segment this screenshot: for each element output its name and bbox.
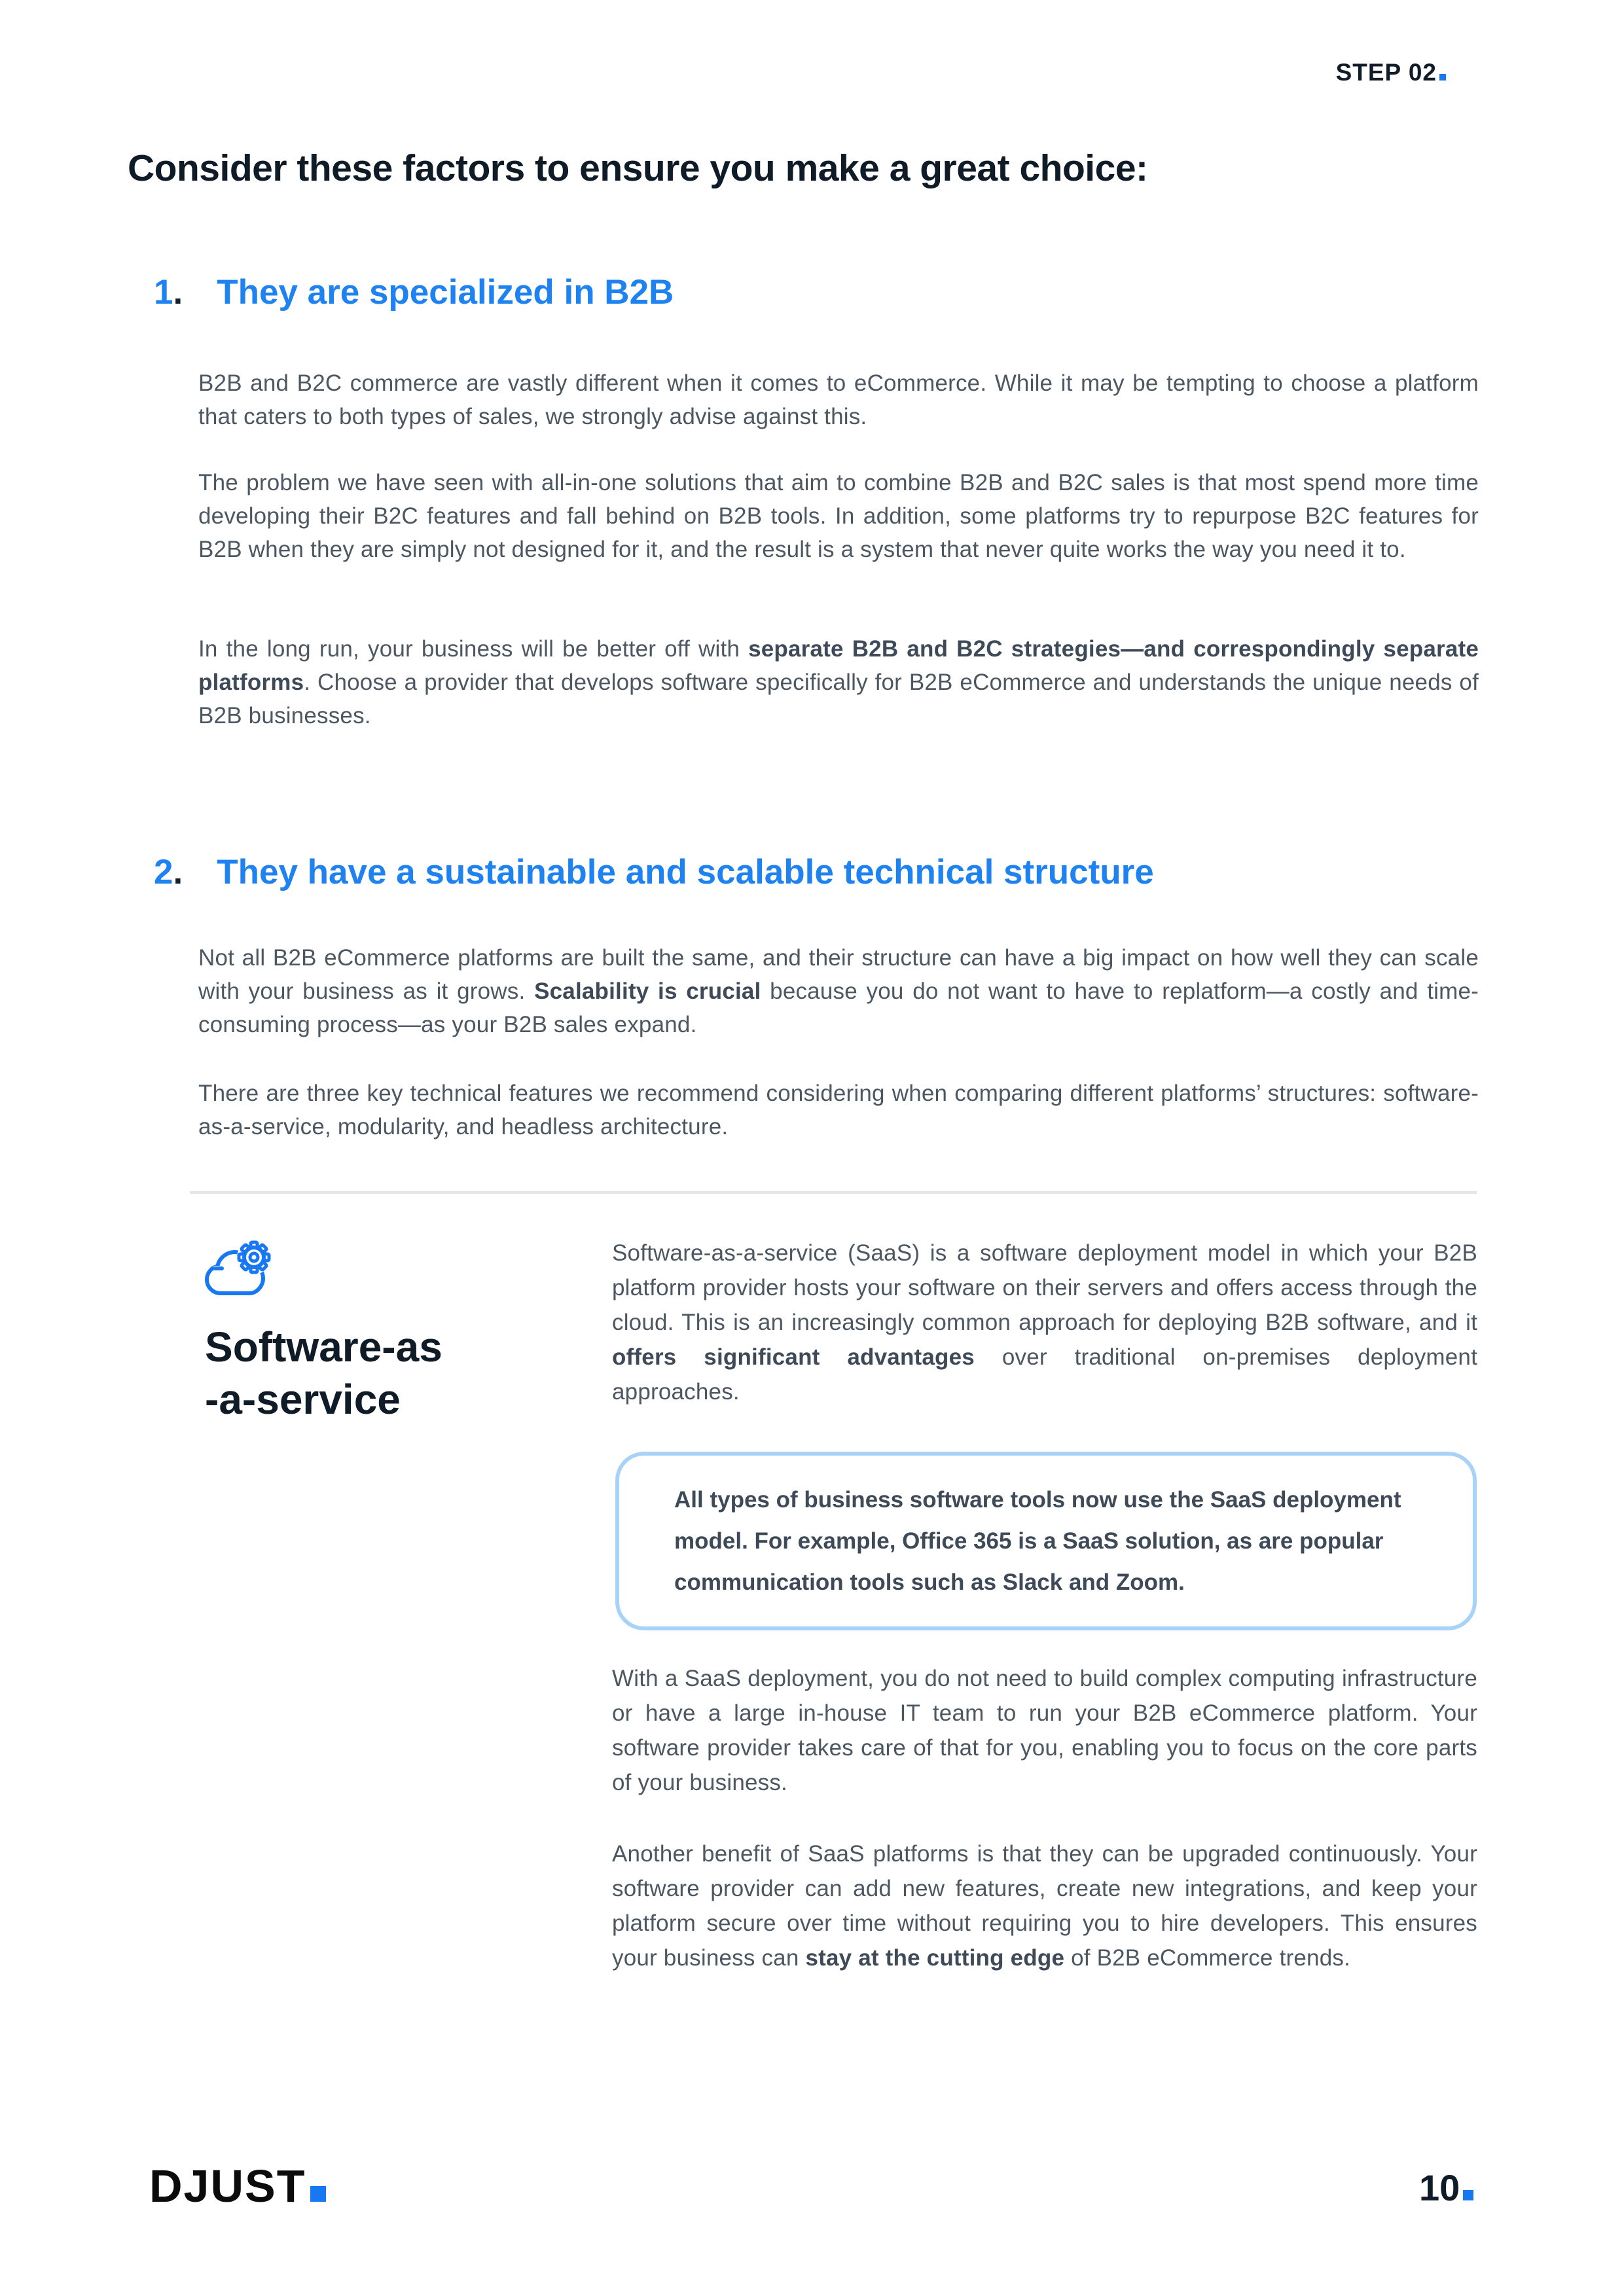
saas-paragraph-3 xyxy=(612,1837,1477,1975)
section2-number-dot: . xyxy=(173,853,183,891)
step-text: STEP 02 xyxy=(1335,59,1437,86)
section-divider xyxy=(190,1191,1477,1194)
djust-logo xyxy=(149,2160,326,2212)
section1-paragraph-3-text: In the long run, your business will be better off with xyxy=(198,636,749,662)
step-dot xyxy=(1439,74,1446,81)
djust-logo-text: DJUST xyxy=(149,2161,306,2212)
saas-paragraph-1-text-end: over traditional on-premises deployment approaches. xyxy=(612,1344,1478,1405)
page-title: Consider these factors to ensure you make a great choice: xyxy=(128,147,1148,189)
section2-heading-text: They have a sustainable and scalable technical structure xyxy=(217,853,1154,891)
saas-title-line2: -a-service xyxy=(205,1376,401,1423)
section1-paragraph-2: The problem we have seen with all-in-one solutions that aim to combine B2B and B2C sales is that most spend more time developing their B2C features and fall behind on B2B tools. In addition, some platforms try to repurpose B2C features for B2B when they are simply not designed for it, and the result is a system that never quite works the way you need it to. xyxy=(198,470,1479,562)
djust-logo-dot xyxy=(310,2186,326,2202)
section2-heading xyxy=(154,852,1154,892)
cloud-gear-icon xyxy=(202,1240,275,1306)
section1-paragraph-3-bold: separate B2B and B2C strategies—and correspondingly separate platforms xyxy=(198,636,1479,695)
section1-heading xyxy=(154,272,674,312)
page-number xyxy=(1419,2166,1473,2209)
saas-block-title xyxy=(205,1321,442,1426)
section2-number: 2 xyxy=(154,853,173,891)
section1-heading-text: They are specialized in B2B xyxy=(217,273,674,312)
section1-number-dot: . xyxy=(173,273,183,312)
saas-paragraph-1 xyxy=(612,1236,1477,1409)
saas-paragraph-3-text: Another benefit of SaaS platforms is that they can be upgraded continuously. Your software provider can add new features, create new integrations, and keep your platform secure over time without requiring you to hire developers. This ensures your business can xyxy=(612,1841,1477,1971)
section1-paragraph-3 xyxy=(198,632,1479,732)
section2-paragraph-1-bold: Scalability is crucial xyxy=(534,978,761,1004)
section2-paragraph-1-text: Not all B2B eCommerce platforms are built the same, and their structure can have a big impact on how well they can scale with your business as it grows. xyxy=(198,945,1479,1004)
page-number-dot xyxy=(1463,2190,1473,2200)
saas-paragraph-3-text-end: of B2B eCommerce trends. xyxy=(1064,1945,1350,1971)
saas-paragraph-1-bold: offers significant advantages xyxy=(612,1344,975,1370)
saas-paragraph-3-bold: stay at the cutting edge xyxy=(805,1945,1065,1971)
page-number-text: 10 xyxy=(1419,2167,1460,2208)
saas-paragraph-2: With a SaaS deployment, you do not need to build complex computing infrastructure or have a large in-house IT team to run your B2B eCommerce platform. Your software provider takes care of that for you, enabling you to focus on the core parts of your business. xyxy=(612,1666,1477,1795)
section1-number: 1 xyxy=(154,273,173,312)
saas-callout-box xyxy=(615,1452,1477,1630)
saas-paragraph-1-text: Software-as-a-service (SaaS) is a software deployment model in which your B2B platform provider hosts your software on their servers and offers access through the cloud. This is an increasingly common approach for deploying B2B software, and it xyxy=(612,1240,1477,1335)
section1-paragraph-1: B2B and B2C commerce are vastly different when it comes to eCommerce. While it may be tempting to choose a platform that caters to both types of sales, we strongly advise against this. xyxy=(198,370,1479,429)
saas-callout-text: All types of business software tools now use the SaaS deployment model. For example, Office 365 is a SaaS solution, as are popular communication tools such as Slack and Zoom. xyxy=(674,1487,1401,1595)
saas-title-line1: Software-as xyxy=(205,1323,442,1371)
section1-paragraph-3-text-end: . Choose a provider that develops software specifically for B2B eCommerce and understands the unique needs of B2B businesses. xyxy=(198,670,1479,728)
step-label xyxy=(1336,59,1446,86)
section2-paragraph-1 xyxy=(198,941,1479,1041)
section2-paragraph-1-text-end: because you do not want to have to replatform—a costly and time-consuming process—as your B2B sales expand. xyxy=(198,978,1479,1037)
section2-paragraph-2: There are three key technical features we recommend considering when comparing different platforms’ structures: software-as-a-service, modularity, and headless architecture. xyxy=(198,1081,1479,1139)
